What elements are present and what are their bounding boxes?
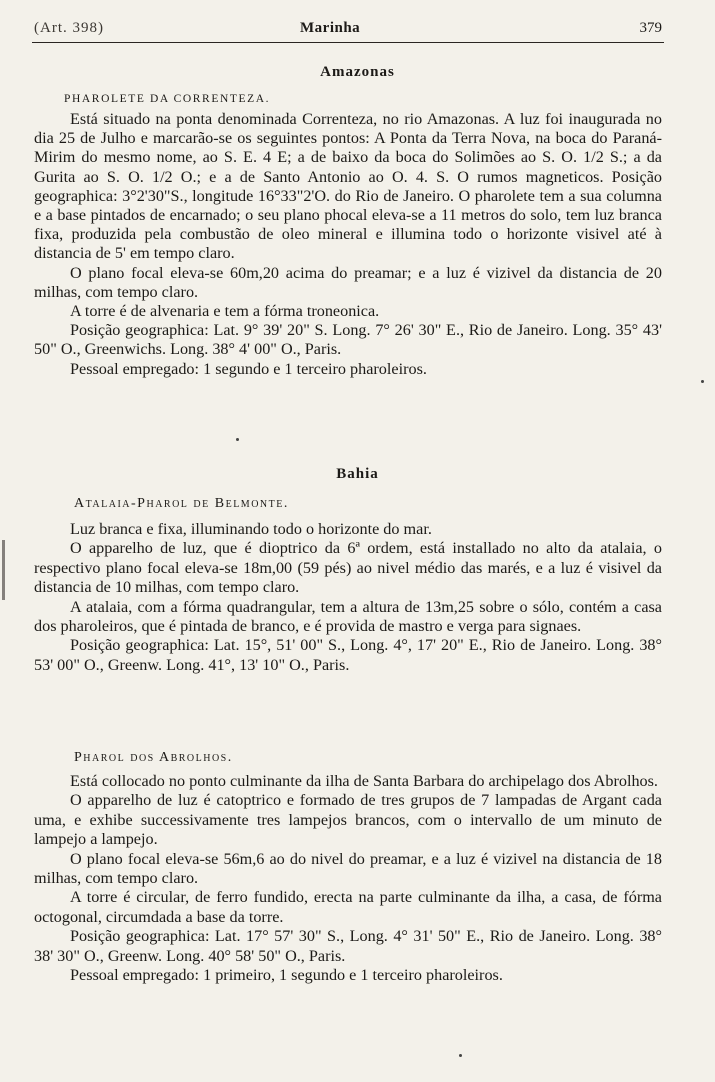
ink-speck: [236, 438, 239, 441]
page-number: 379: [639, 20, 662, 36]
paragraph: Posição geographica: Lat. 9° 39' 20" S. Long. 7° 26' 30" E., Rio de Janeiro. Long. 35° 43' 50" O., Greenwichs. Long. 38° 4' 00" O., Paris.: [34, 321, 662, 359]
section-title-bahia: Bahia: [336, 466, 379, 482]
paragraph: O apparelho de luz, que é dioptrico da 6ª ordem, está installado no alto da atalaia, o respectivo plano focal eleva-se 18m,00 (59 pés) ao nivel médio das marés, e a luz é visivel da distancia de 10 milhas, com tempo claro.: [34, 539, 662, 597]
margin-scan-mark: [2, 540, 5, 600]
paragraph: Pessoal empregado: 1 primeiro, 1 segundo e 1 terceiro pharoleiros.: [70, 966, 503, 985]
abrolhos-text: [34, 772, 662, 985]
paragraph: O plano focal eleva-se 60m,20 acima do preamar; e a luz é vizivel da distancia de 20 milhas, com tempo claro.: [34, 263, 662, 301]
ink-speck: [459, 1054, 462, 1057]
paragraph: A torre é de alvenaria e tem a fórma troneonica.: [70, 302, 380, 321]
paragraph: Posição geographica: Lat. 15°, 51' 00" S., Long. 4°, 17' 20" E., Rio de Janeiro. Long. 38° 53' 00" O., Greenw. Long. 41°, 13' 10" O., Paris.: [34, 636, 662, 674]
paragraph: O plano focal eleva-se 56m,6 ao do nivel do preamar, e a luz é vizivel na distancia de 18 milhas, com tempo claro.: [34, 849, 662, 888]
paragraph: A atalaia, com a fórma quadrangular, tem a altura de 13m,25 sobre o sólo, contém a casa dos pharoleiros, que é pintada de branco, e é provida de mastro e verga para signaes.: [34, 597, 662, 636]
paragraph: Está collocado no ponto culminante da ilha de Santa Barbara do archipelago dos Abrolhos.: [70, 772, 658, 790]
paragraph: A torre é circular, de ferro fundido, erecta na parte culminante da ilha, a casa, de fórma octogonal, circumdada a base da torre.: [34, 888, 662, 926]
subtitle-atalaia-belmonte: Atalaia-Pharol de Belmonte.: [74, 496, 289, 511]
section-title-amazonas: Amazonas: [320, 64, 395, 80]
ink-speck: [701, 380, 704, 383]
bahia-text: [34, 520, 662, 675]
paragraph: Posição geographica: Lat. 17° 57' 30" S., Long. 4° 31' 50" E., Rio de Janeiro. Long. 38° 38' 30" O., Greenw. Long. 40° 58' 50" O., Paris.: [34, 927, 662, 965]
amazonas-text: [34, 110, 662, 379]
paragraph: Pessoal empregado: 1 segundo e 1 terceiro pharoleiros.: [70, 359, 427, 378]
subtitle-pharolete-correnteza: PHAROLETE DA CORRENTEZA.: [64, 93, 271, 105]
running-title: Marinha: [300, 20, 361, 36]
paragraph: Luz branca e fixa, illuminando todo o horizonte do mar.: [70, 520, 432, 538]
subtitle-pharol-abrolhos: Pharol dos Abrolhos.: [74, 750, 233, 765]
paragraph: Está situado na ponta denominada Correnteza, no rio Amazonas. A luz foi inaugurada no dia 25 de Julho e marcarão-se os seguintes pontos: A Ponta da Terra Nova, na boca do Paraná-Mirim do mesmo nome, ao S. E. 4 E; a de baixo da boca do Solimões ao S. O. 1/2 S.; a da Gurita ao S. O. 1/2 O.; e a de Santo Antonio ao O. 4. S. O rumos magneticos. Posição geographica: 3°2'30"S., longitude 16°33"2'O. do Rio de Janeiro. O pharolete tem a sua columna e a base pintados de encarnado; o seu plano phocal eleva-se a 11 metros do solo, tem luz branca fixa, produzida pela combustão de oleo mineral e illumina todo o horizonte visivel até à distancia de 5' em tempo claro.: [34, 110, 662, 263]
article-reference: (Art. 398): [34, 20, 104, 36]
paragraph: O apparelho de luz é catoptrico e formado de tres grupos de 7 lampadas de Argant cada uma, e exhibe successivamente tres lampejos brancos, com o intervallo de um minuto de lampejo a lampejo.: [34, 791, 662, 849]
running-header: [32, 18, 664, 43]
